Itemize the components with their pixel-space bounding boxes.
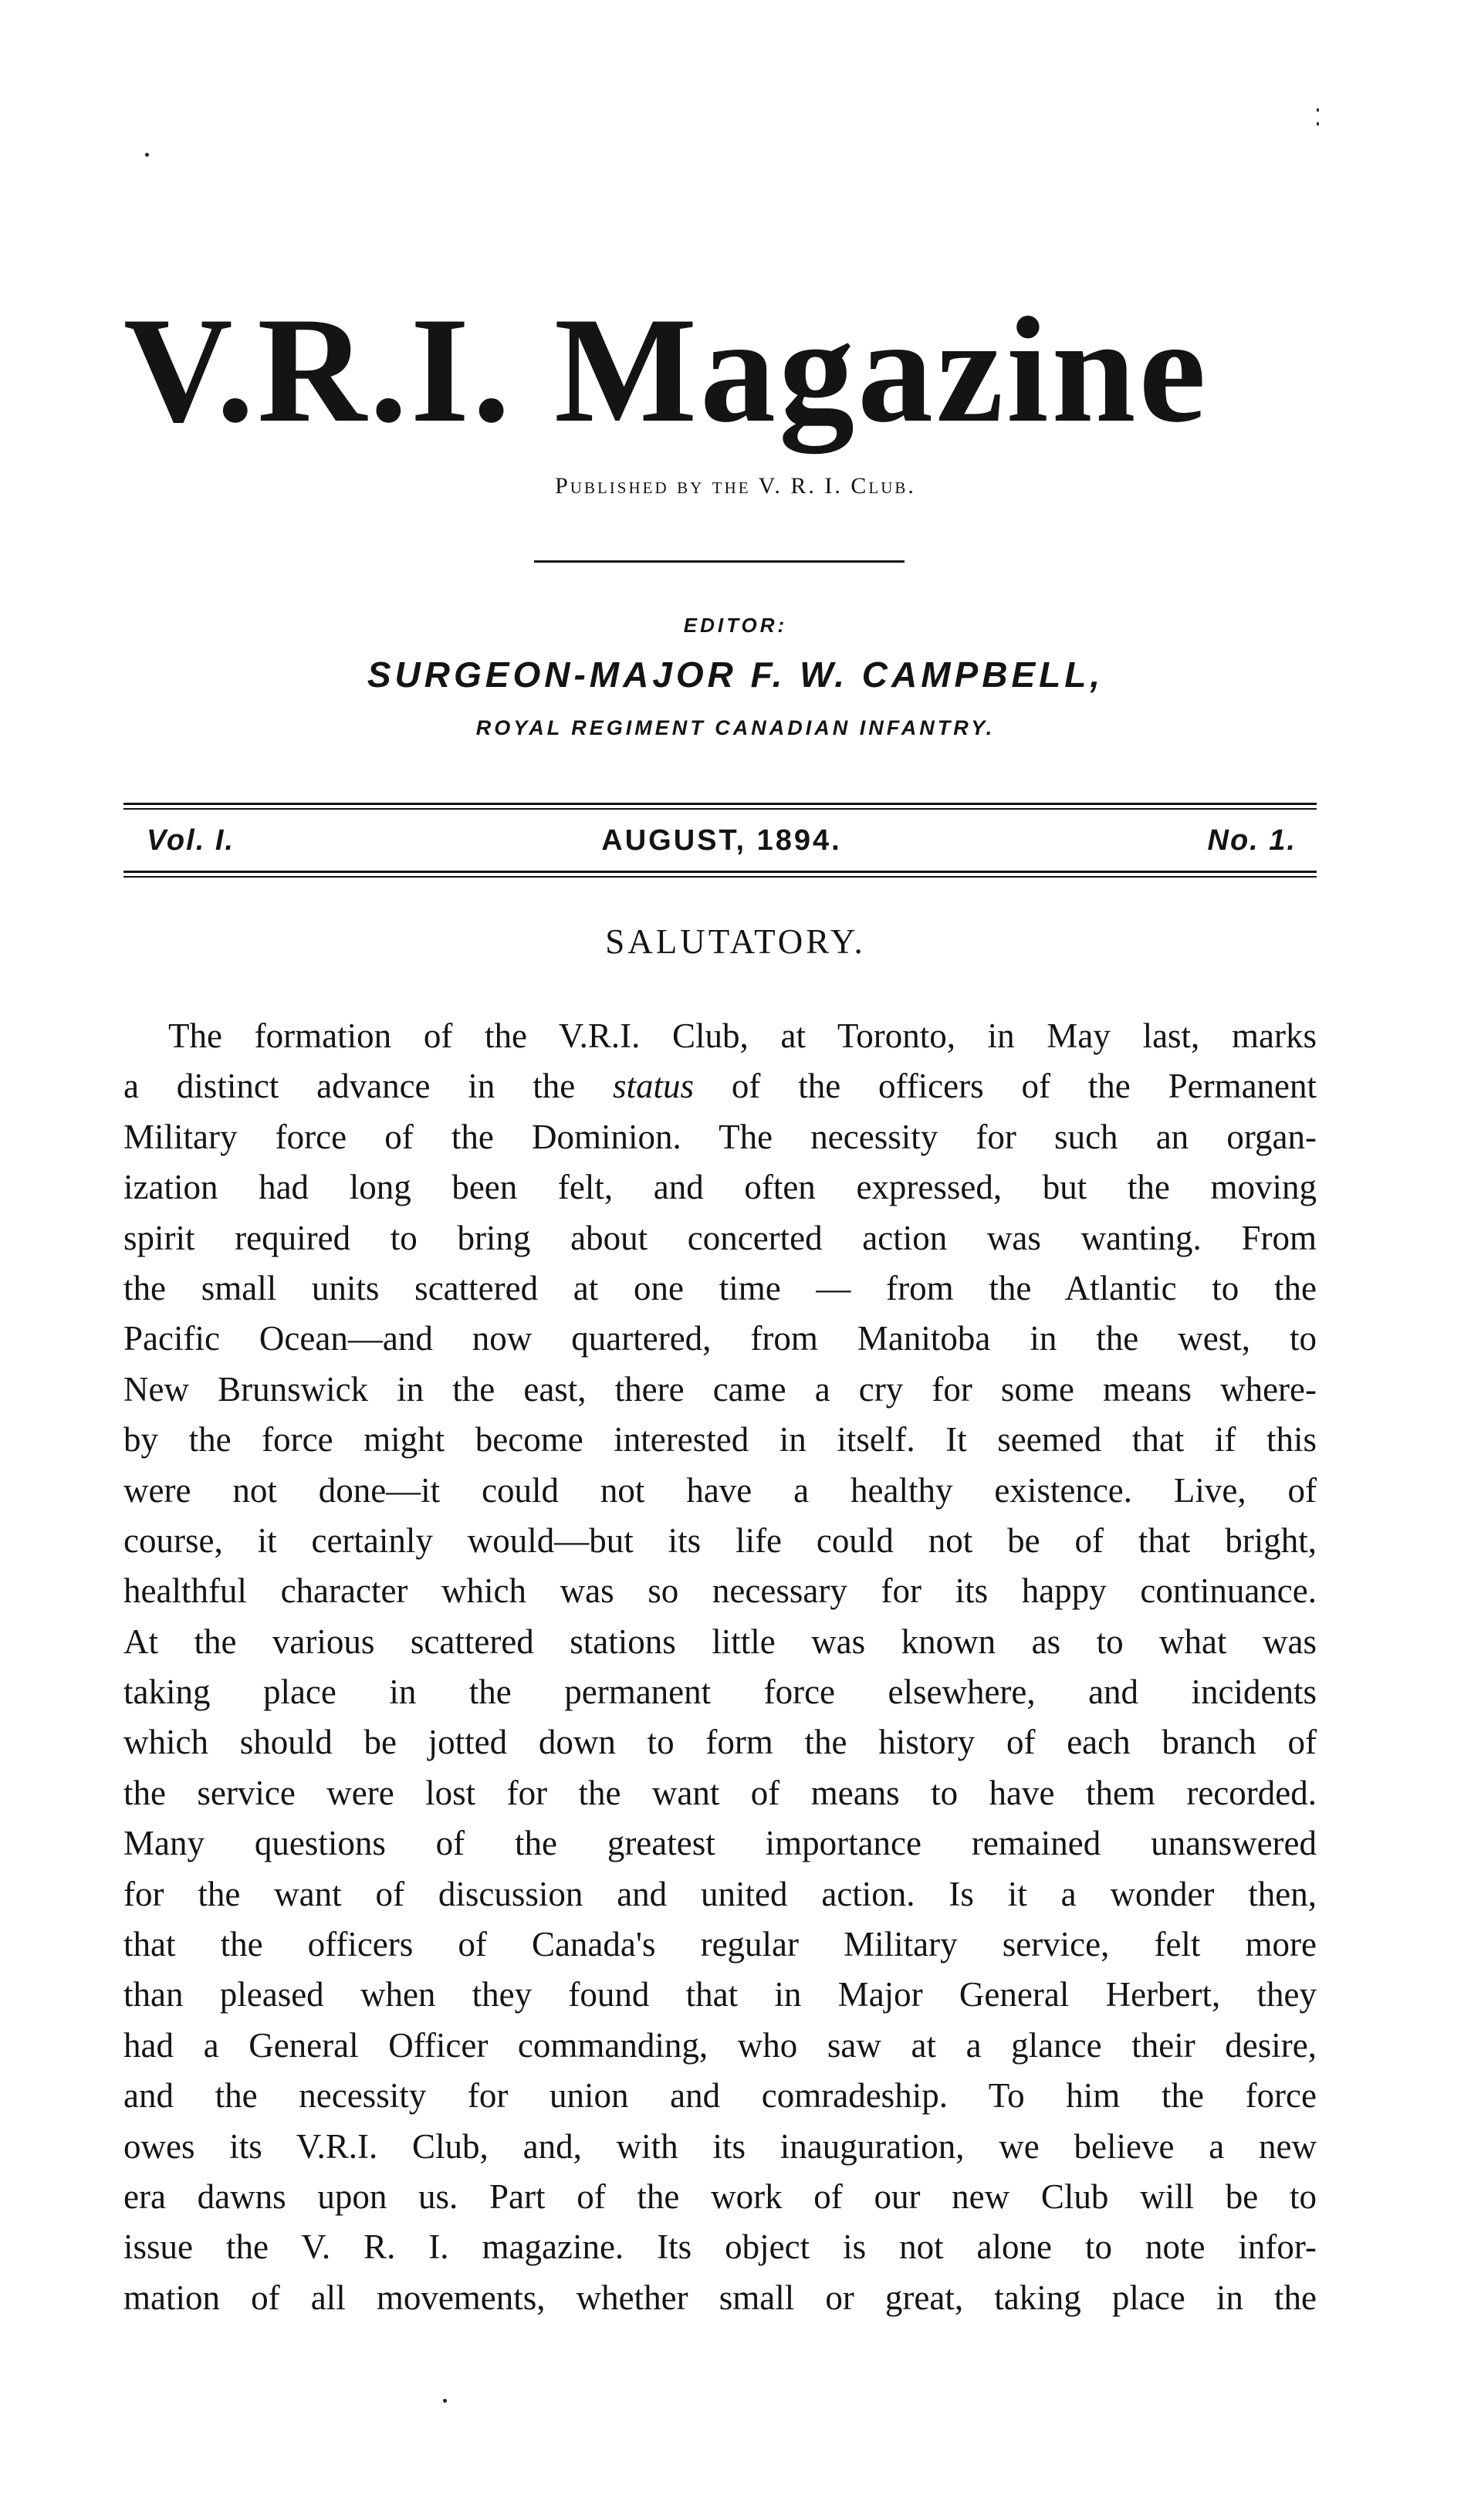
text-line: owes its V.R.I. Club, and, with its inauguration, we believe a new: [123, 2126, 1317, 2166]
text-line: that the officers of Canada's regular Military service, felt more: [123, 1925, 1317, 1964]
article-body: [123, 1011, 1317, 2323]
editor-label: EDITOR:: [683, 614, 788, 637]
print-speck: [1317, 108, 1319, 112]
text-fragment: of the officers of the Permanent: [731, 1067, 1317, 1106]
text-line: [123, 1061, 1317, 1111]
editor-name: SURGEON-MAJOR F. W. CAMPBELL,: [367, 655, 1104, 695]
print-speck: [1317, 122, 1319, 126]
text-line: had a General Officer commanding, who saw at a glance their desire,: [123, 2025, 1317, 2065]
text-line: Many questions of the greatest importance remained unanswered: [123, 1824, 1317, 1863]
editor-regiment: ROYAL REGIMENT CANADIAN INFANTRY.: [475, 716, 996, 739]
text-fragment: a distinct advance in the: [123, 1067, 576, 1106]
text-line: course, it certainly would—but its life could not be of that bright,: [123, 1520, 1317, 1560]
text-line: and the necessity for union and comradeship. To him the force: [123, 2076, 1317, 2116]
text-line: were not done—it could not have a healthy existence. Live, of: [123, 1470, 1317, 1510]
text-line: healthful character which was so necessary for its happy continuance.: [123, 1571, 1317, 1611]
text-line: taking place in the permanent force elsewhere, and incidents: [123, 1673, 1317, 1712]
text-line: for the want of discussion and united action. Is it a wonder then,: [123, 1874, 1317, 1913]
text-line: than pleased when they found that in Major General Herbert, they: [123, 1975, 1317, 2014]
divider-rule: [534, 560, 905, 563]
double-rule-bottom: [123, 871, 1317, 878]
issue-date: AUGUST, 1894.: [601, 824, 842, 857]
text-line: mation of all movements, whether small or great, taking place in the: [123, 2278, 1317, 2317]
text-line: the service were lost for the want of means to have them recorded.: [123, 1773, 1317, 1812]
magazine-title: V.R.I. Magazine: [123, 286, 1209, 454]
print-speck: [443, 2399, 447, 2403]
issue-volume: Vol. I.: [147, 824, 235, 857]
text-line: issue the V. R. I. magazine. Its object is not alone to note infor-: [123, 2227, 1317, 2267]
text-line: New Brunswick in the east, there came a cry for some means where-: [123, 1369, 1317, 1409]
emphasis-status: status: [613, 1067, 695, 1106]
publisher-line: Published by the V. R. I. Club.: [555, 473, 916, 499]
text-line: which should be jotted down to form the history of each branch of: [123, 1723, 1317, 1762]
text-line: Military force of the Dominion. The necessity for such an organ-: [123, 1117, 1317, 1156]
text-line: era dawns upon us. Part of the work of our new Club will be to: [123, 2177, 1317, 2216]
text-line: At the various scattered stations little was known as to what was: [123, 1622, 1317, 1661]
text-line: The formation of the V.R.I. Club, at Toronto, in May last, marks: [168, 1016, 1317, 1055]
text-line: Pacific Ocean—and now quartered, from Manitoba in the west, to: [123, 1319, 1317, 1358]
issue-info-row: [147, 821, 1297, 860]
text-line: the small units scattered at one time — from the Atlantic to the: [123, 1268, 1317, 1307]
article-heading: SALUTATORY.: [605, 922, 866, 961]
text-line: by the force might become interested in itself. It seemed that if this: [123, 1420, 1317, 1460]
text-line: ization had long been felt, and often expressed, but the moving: [123, 1168, 1317, 1207]
print-speck: [145, 153, 149, 157]
double-rule-top: [123, 803, 1317, 810]
text-line: spirit required to bring about concerted action was wanting. From: [123, 1218, 1317, 1257]
issue-number: No. 1.: [1207, 824, 1297, 857]
